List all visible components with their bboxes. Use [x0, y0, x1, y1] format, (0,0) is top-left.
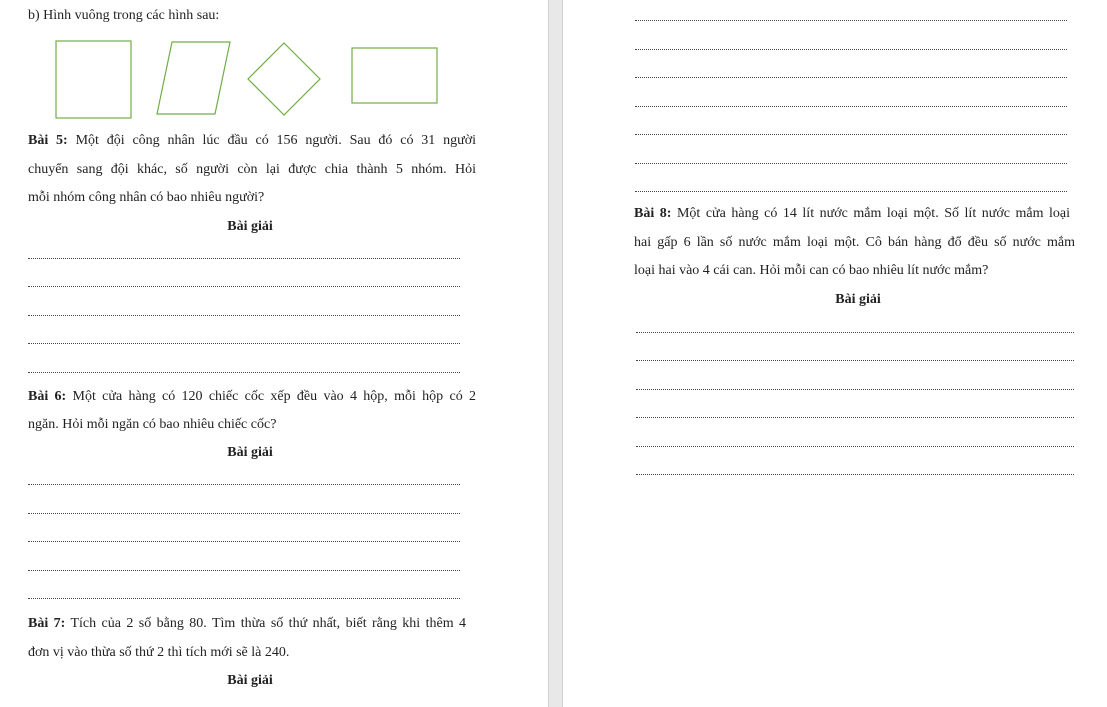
answer-line[interactable]	[635, 104, 1067, 107]
answer-line[interactable]	[28, 313, 460, 316]
answer-line[interactable]	[635, 75, 1067, 78]
answer-line[interactable]	[636, 387, 1074, 390]
answer-line[interactable]	[636, 444, 1074, 447]
question-intro: b) Hình vuông trong các hình sau:	[28, 8, 220, 23]
bai8-line-1	[634, 206, 1070, 222]
bai5-solution-heading: Bài giải	[227, 219, 273, 234]
bai5-text-1: Một đội công nhân lúc đầu có 156 người. Sau đó có 31 người	[67, 133, 477, 148]
answer-line[interactable]	[636, 472, 1074, 475]
bai7-text-1: Tích của 2 số bằng 80. Tìm thừa số thứ nhất, biết rằng khi thêm 4	[65, 616, 467, 631]
bai6-label: Bài 6:	[28, 389, 67, 404]
answer-line[interactable]	[635, 161, 1067, 164]
bai7-line-1	[28, 616, 466, 632]
bai7-line-2: đơn vị vào thừa số thứ 2 thì tích mới sẽ là 240.	[28, 645, 290, 660]
rectangle-shape	[352, 48, 437, 103]
shapes-figure	[0, 0, 548, 130]
square-shape	[56, 41, 131, 118]
answer-line[interactable]	[28, 539, 460, 542]
bai8-line-2: hai gấp 6 lần số nước mắm loại một. Cô bán hàng đổ đều số nước mắm	[634, 235, 1075, 250]
answer-line[interactable]	[635, 47, 1067, 50]
answer-line[interactable]	[28, 596, 460, 599]
page-gutter	[548, 0, 563, 707]
bai6-text-1: Một cửa hàng có 120 chiếc cốc xếp đều vào 4 hộp, mỗi hộp có 2	[66, 389, 477, 404]
answer-line[interactable]	[28, 370, 460, 373]
answer-line[interactable]	[635, 18, 1067, 21]
document-page-left	[0, 0, 548, 707]
bai6-line-1	[28, 389, 476, 405]
answer-line[interactable]	[28, 341, 460, 344]
answer-line[interactable]	[28, 568, 460, 571]
bai6-line-2: ngăn. Hỏi mỗi ngăn có bao nhiêu chiếc cốc?	[28, 417, 277, 432]
bai5-line-2: chuyển sang đội khác, số người còn lại được chia thành 5 nhóm. Hỏi	[28, 162, 476, 177]
bai7-label: Bài 7:	[28, 616, 66, 631]
bai5-label: Bài 5:	[28, 133, 68, 148]
bai8-line-3: loại hai vào 4 cái can. Hỏi mỗi can có bao nhiêu lít nước mắm?	[634, 263, 989, 278]
bai6-solution-heading: Bài giải	[227, 445, 273, 460]
answer-line[interactable]	[636, 415, 1074, 418]
answer-line[interactable]	[635, 189, 1067, 192]
bai8-label: Bài 8:	[634, 206, 672, 221]
answer-line[interactable]	[28, 482, 460, 485]
answer-line[interactable]	[636, 358, 1074, 361]
document-page-right	[563, 0, 1107, 707]
bai5-line-3: mỗi nhóm công nhân có bao nhiêu người?	[28, 190, 265, 205]
parallelogram-shape	[157, 42, 230, 114]
bai8-solution-heading: Bài giải	[835, 292, 881, 307]
answer-line[interactable]	[28, 284, 460, 287]
bai8-text-1: Một cửa hàng có 14 lít nước mắm loại một. Số lít nước mắm loại	[671, 206, 1071, 221]
bai5-line-1	[28, 133, 476, 149]
rhombus-shape	[248, 43, 320, 115]
answer-line[interactable]	[635, 132, 1067, 135]
answer-line[interactable]	[28, 511, 460, 514]
answer-line[interactable]	[636, 330, 1074, 333]
answer-line[interactable]	[28, 256, 460, 259]
bai7-solution-heading: Bài giải	[227, 673, 273, 688]
